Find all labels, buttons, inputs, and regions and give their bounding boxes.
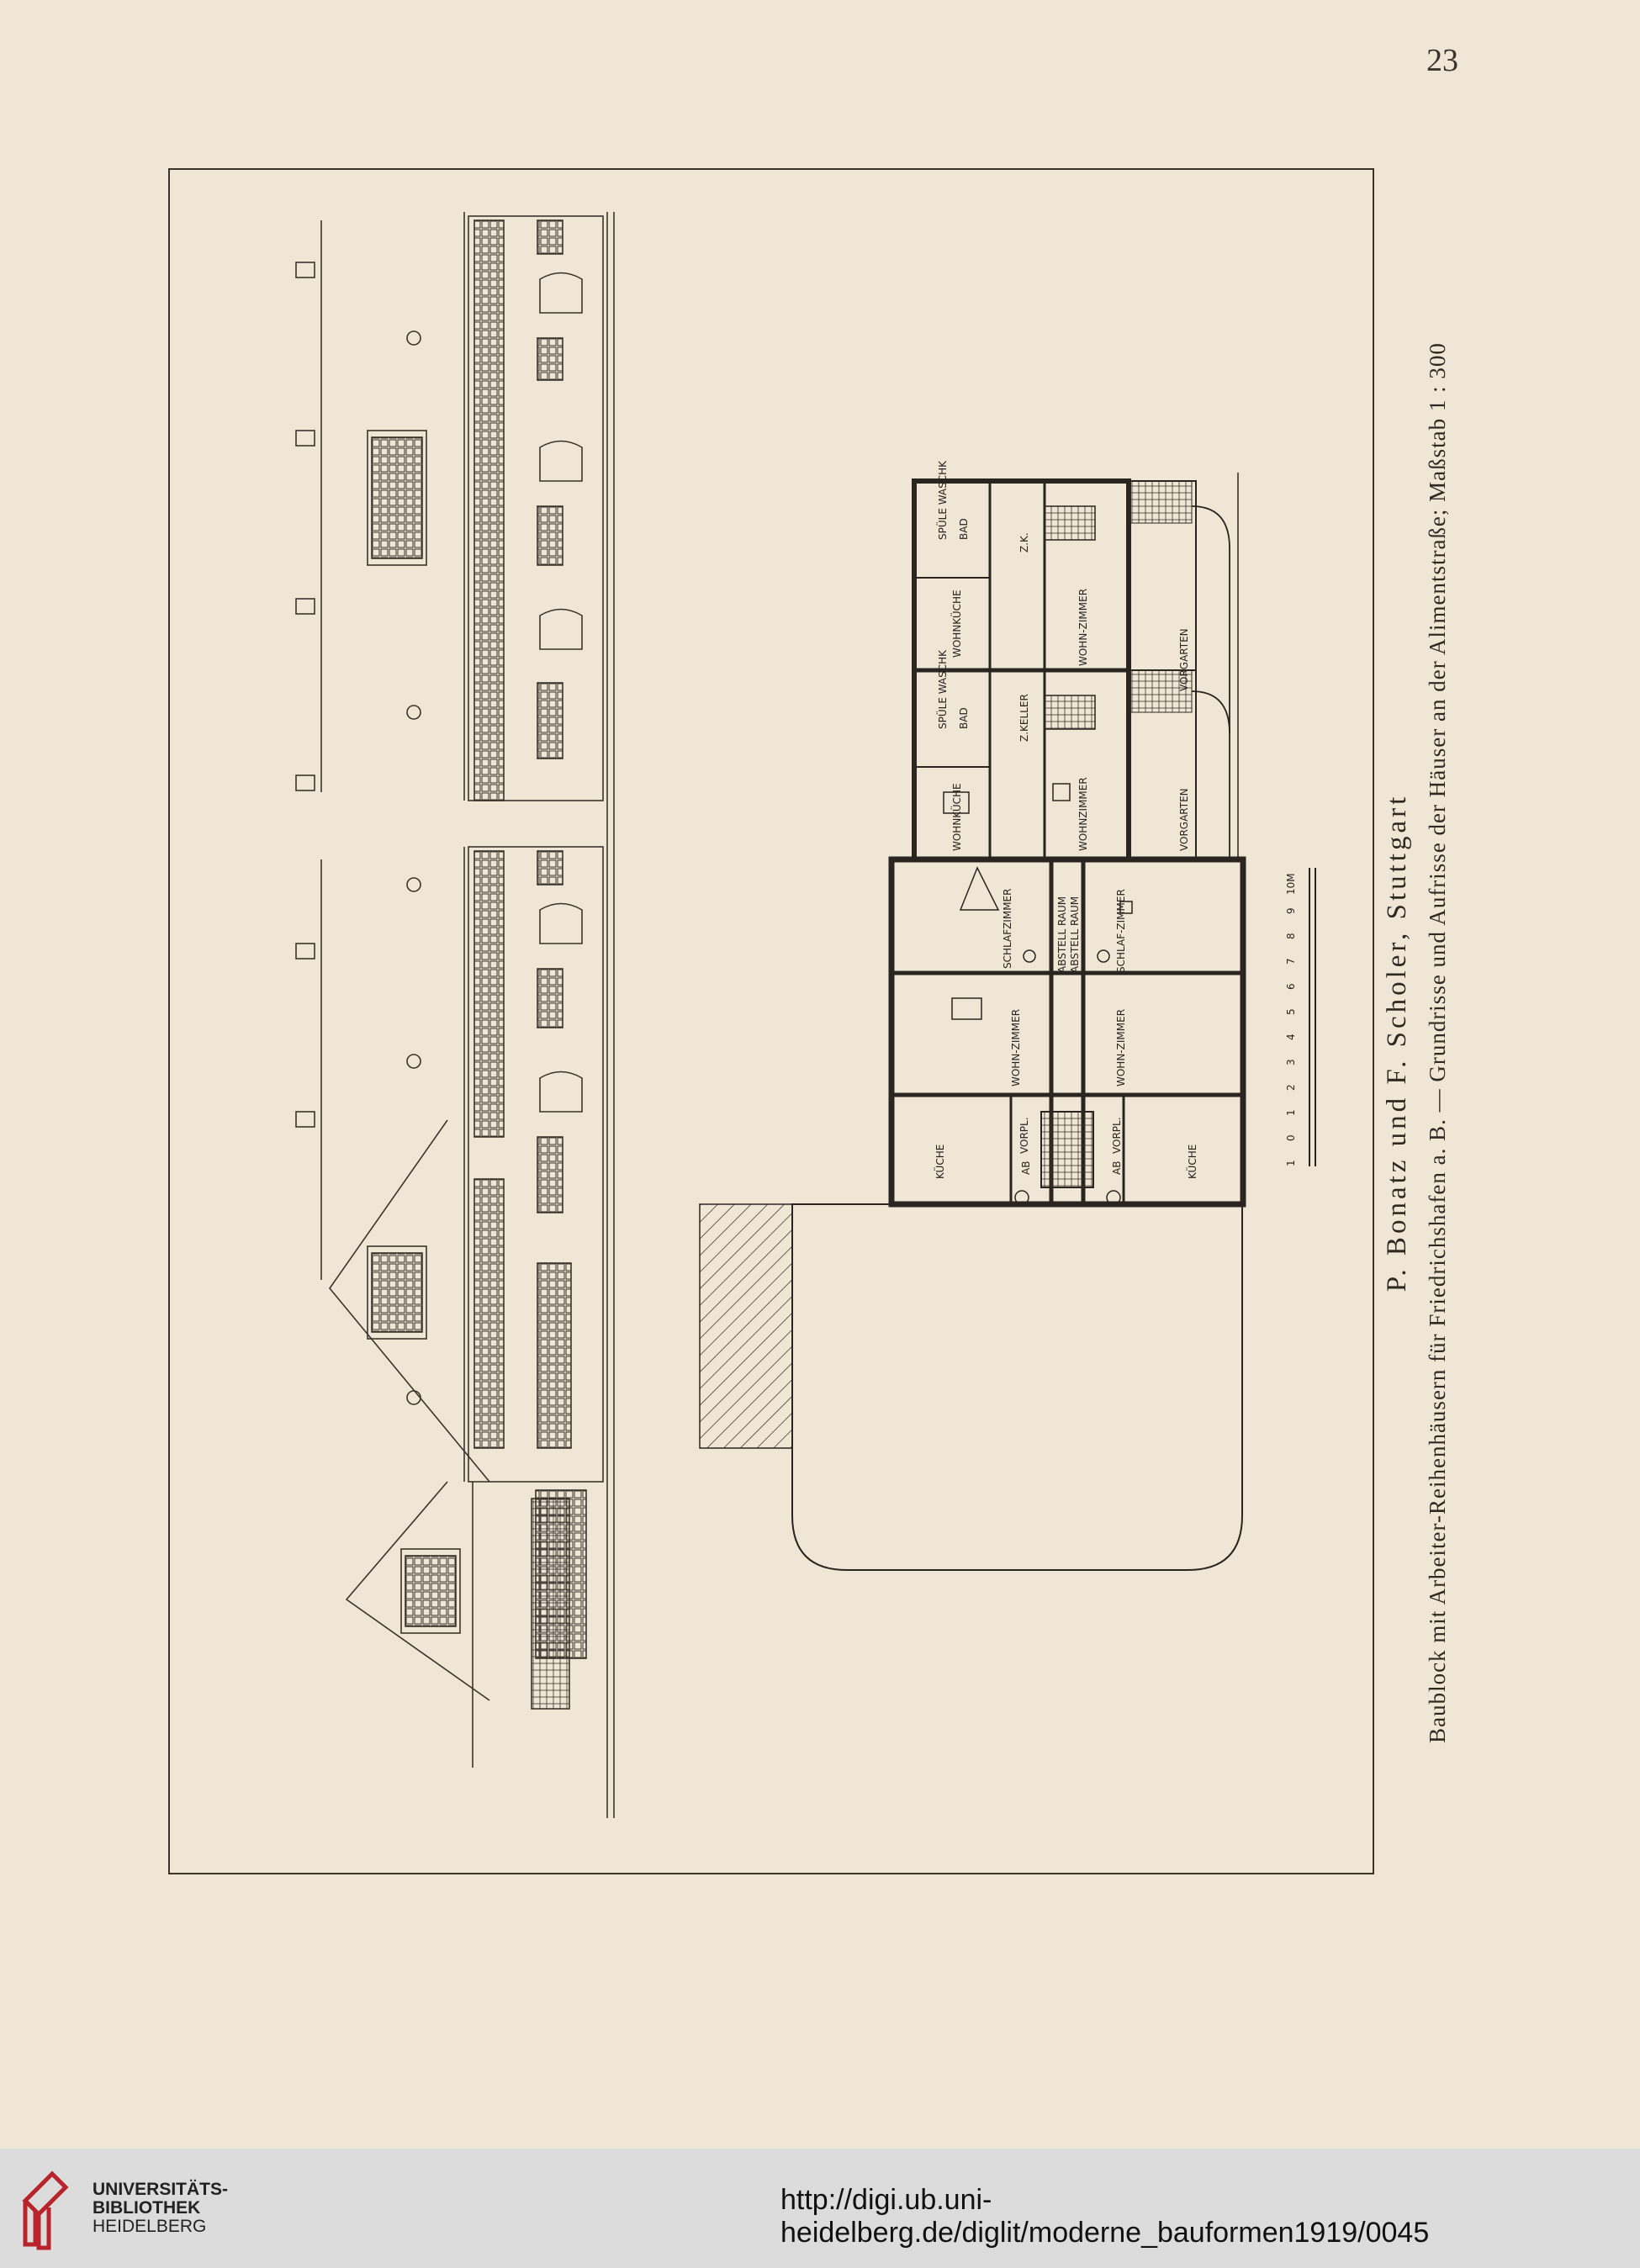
scale-bar	[1285, 868, 1315, 1166]
room-label: KÜCHE	[934, 1144, 946, 1179]
room-label: SPÜLE WASCHK	[937, 460, 949, 540]
room-label: WOHNKÜCHE	[951, 783, 963, 851]
room-label: WOHNZIMMER	[1077, 777, 1089, 851]
room-label: AB	[1111, 1160, 1123, 1175]
caption-text: Baublock mit Arbeiter-Reihenhäusern für Friedrichshafen a. B. — Grundrisse und Aufrisse der Häuser an der Alimentstraße; Maßstab 1 : 300	[1425, 342, 1450, 1743]
floor-plan	[700, 473, 1243, 1570]
scale-tick: 3	[1285, 1059, 1297, 1065]
room-label: VORGARTEN	[1178, 628, 1190, 691]
room-label: VORGARTEN	[1178, 788, 1190, 851]
caption-title: P. Bonatz und F. Scholer, Stuttgart	[1382, 793, 1412, 1293]
room-label: BAD	[958, 707, 970, 729]
library-name-line: HEIDELBERG	[93, 2217, 207, 2236]
room-label: VORPL.	[1111, 1117, 1123, 1154]
scale-tick: 8	[1285, 933, 1297, 939]
room-label: VORPL.	[1018, 1117, 1030, 1154]
scale-tick: 7	[1285, 958, 1297, 965]
room-label: SCHLAF-ZIMMER	[1115, 889, 1127, 973]
room-label: Z.KELLER	[1018, 694, 1030, 742]
room-label: BAD	[958, 518, 970, 540]
room-label: KÜCHE	[1187, 1144, 1198, 1179]
room-label: SPÜLE WASCHK	[937, 649, 949, 729]
scale-tick: 6	[1285, 983, 1297, 990]
room-label: ABSTELL RAUM	[1069, 896, 1081, 973]
scale-tick: 5	[1285, 1008, 1297, 1015]
scale-tick: 9	[1285, 907, 1297, 914]
scale-tick: 4	[1285, 1034, 1297, 1040]
room-label: Z.K.	[1018, 532, 1030, 552]
scale-tick: 2	[1285, 1084, 1297, 1091]
room-label: ABSTELL RAUM	[1056, 896, 1068, 973]
room-label: WOHN-ZIMMER	[1115, 1008, 1127, 1086]
room-label: AB	[1020, 1160, 1032, 1175]
room-labels	[933, 460, 1198, 1179]
room-label: WOHN-ZIMMER	[1077, 588, 1089, 666]
scale-tick: 0	[1285, 1134, 1297, 1141]
room-label: WOHN-ZIMMER	[1010, 1008, 1022, 1086]
room-label: SCHLAFZIMMER	[1002, 888, 1013, 969]
scale-tick: 1	[1285, 1109, 1297, 1116]
architectural-drawing	[170, 170, 1373, 1873]
library-name	[93, 2181, 228, 2236]
scale-tick: 1	[1285, 1160, 1297, 1166]
elevation-drawings	[296, 212, 614, 1818]
source-url[interactable]: http://digi.ub.uni-heidelberg.de/diglit/moderne_bauformen1919/0045	[780, 2184, 1430, 2249]
page-number: 23	[1426, 43, 1458, 78]
library-name-line: BIBLIOTHEK	[93, 2198, 201, 2218]
room-label: WOHNKÜCHE	[951, 589, 963, 658]
drawing-plate	[168, 168, 1374, 1874]
footer-bar	[0, 2149, 1640, 2268]
scale-tick: 10M	[1285, 873, 1297, 895]
plate-caption	[1382, 328, 1491, 1758]
university-logo-icon	[19, 2167, 79, 2251]
library-name-line: UNIVERSITÄTS-	[93, 2180, 229, 2199]
